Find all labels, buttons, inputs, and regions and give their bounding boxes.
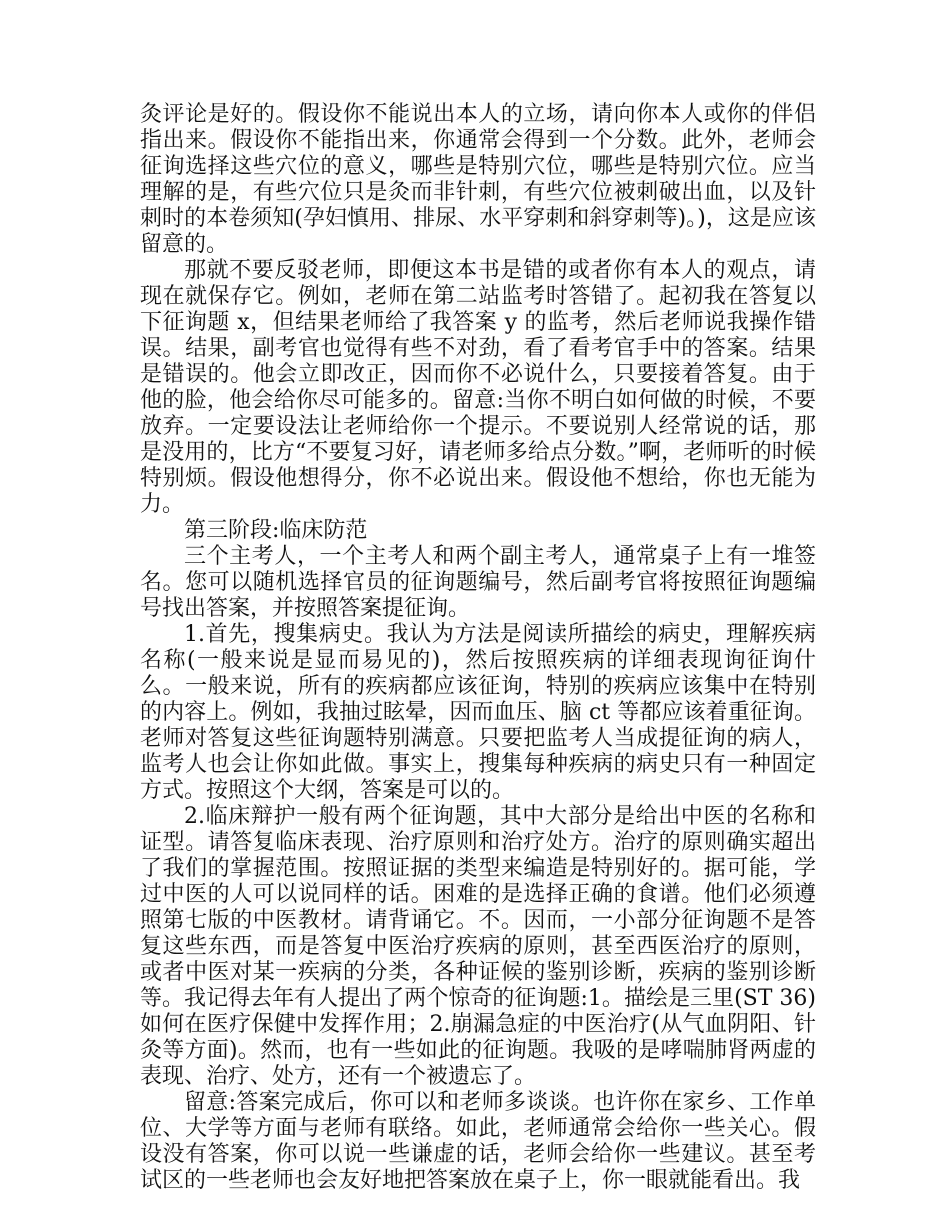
paragraph-history-taking: 1.首先，搜集病史。我认为方法是阅读所描绘的病史，理解疾病名称(一般来说是显而易见的)，然后按照疾病的详细表现询征询什么。一般来说，所有的疾病都应该征询，特别的疾病应该集中在特别的内容上。例如，我抽过眩晕，因而血压、脑 ct 等都应该着重征询。老师对答复这些征询题特别满意。只要把监考人当成提征询的病人，监考人也会让你如此做。事实上，搜集每种疾病的病史只有一种固定方式。按照这个大纲，答案是可以的。 (140, 622, 816, 803)
paragraph-examiners: 三个主考人，一个主考人和两个副主考人，通常桌子上有一堆签名。您可以随机选择官员的征询题编号，然后副考官将按照征询题编号找出答案，并按照答案提征询。 (140, 544, 816, 621)
paragraph-do-not-argue: 那就不要反驳老师，即便这本书是错的或者你有本人的观点，请现在就保存它。例如，老师在第二站监考时答错了。起初我在答复以下征询题 x，但结果老师给了我答案 y 的监考，然后老师说我操作错误。结果，副考官也觉得有些不对劲，看了看考官手中的答案。结果是错误的。他会立即改正，因而你不必说什么，只要接着答复。由于他的脸，他会给你尽可能多的。留意:当你不明白如何做的时候，不要放弃。一定要设法让老师给你一个提示。不要说别人经常说的话，那是没用的，比方“不要复习好，请老师多给点分数。”啊，老师听的时候特别烦。假设他想得分，你不必说出来。假设他不想给，你也无能为力。 (140, 258, 816, 517)
paragraph-clinical-defense: 2.临床辩护一般有两个征询题，其中大部分是给出中医的名称和证型。请答复临床表现、治疗原则和治疗处方。治疗的原则确实超出了我们的掌握范围。按照证据的类型来编造是特别好的。据可能，学过中医的人可以说同样的话。困难的是选择正确的食谱。他们必须遵照第七版的中医教材。请背诵它。不。因而，一小部分征询题不是答复这些东西，而是答复中医治疗疾病的原则，甚至西医治疗的原则，或者中医对某一疾病的分类，各种证候的鉴别诊断，疾病的鉴别诊断等。我记得去年有人提出了两个惊奇的征询题:1。描绘是三里(ST 36)如何在医疗保健中发挥作用；2.崩漏急症的中医治疗(从气血阴阳、针灸等方面)。然而，也有一些如此的征询题。我吸的是哮喘肺肾两虚的表现、治疗、处方，还有一个被遗忘了。 (140, 804, 816, 1089)
paragraph-acupoint-notes: 灸评论是好的。假设你不能说出本人的立场，请向你本人或你的伴侣指出来。假设你不能指出来，你通常会得到一个分数。此外，老师会征询选择这些穴位的意义，哪些是特别穴位，哪些是特别穴位。应当理解的是，有些穴位只是灸而非针刺，有些穴位被刺破出血，以及针刺时的本卷须知(孕妇慎用、排尿、水平穿刺和斜穿刺等)。)，这是应该留意的。 (140, 102, 816, 257)
section-heading-stage-three: 第三阶段:临床防范 (184, 518, 368, 543)
paragraph-final-note: 留意:答案完成后，你可以和老师多谈谈。也许你在家乡、工作单位、大学等方面与老师有联络。如此，老师通常会给你一些关心。假设没有答案，你可以说一些谦虚的话，老师会给你一些建议。甚至考试区的一些老师也会友好地把答案放在桌子上，你一眼就能看出。我 (140, 1090, 816, 1193)
document-body (140, 102, 816, 1194)
